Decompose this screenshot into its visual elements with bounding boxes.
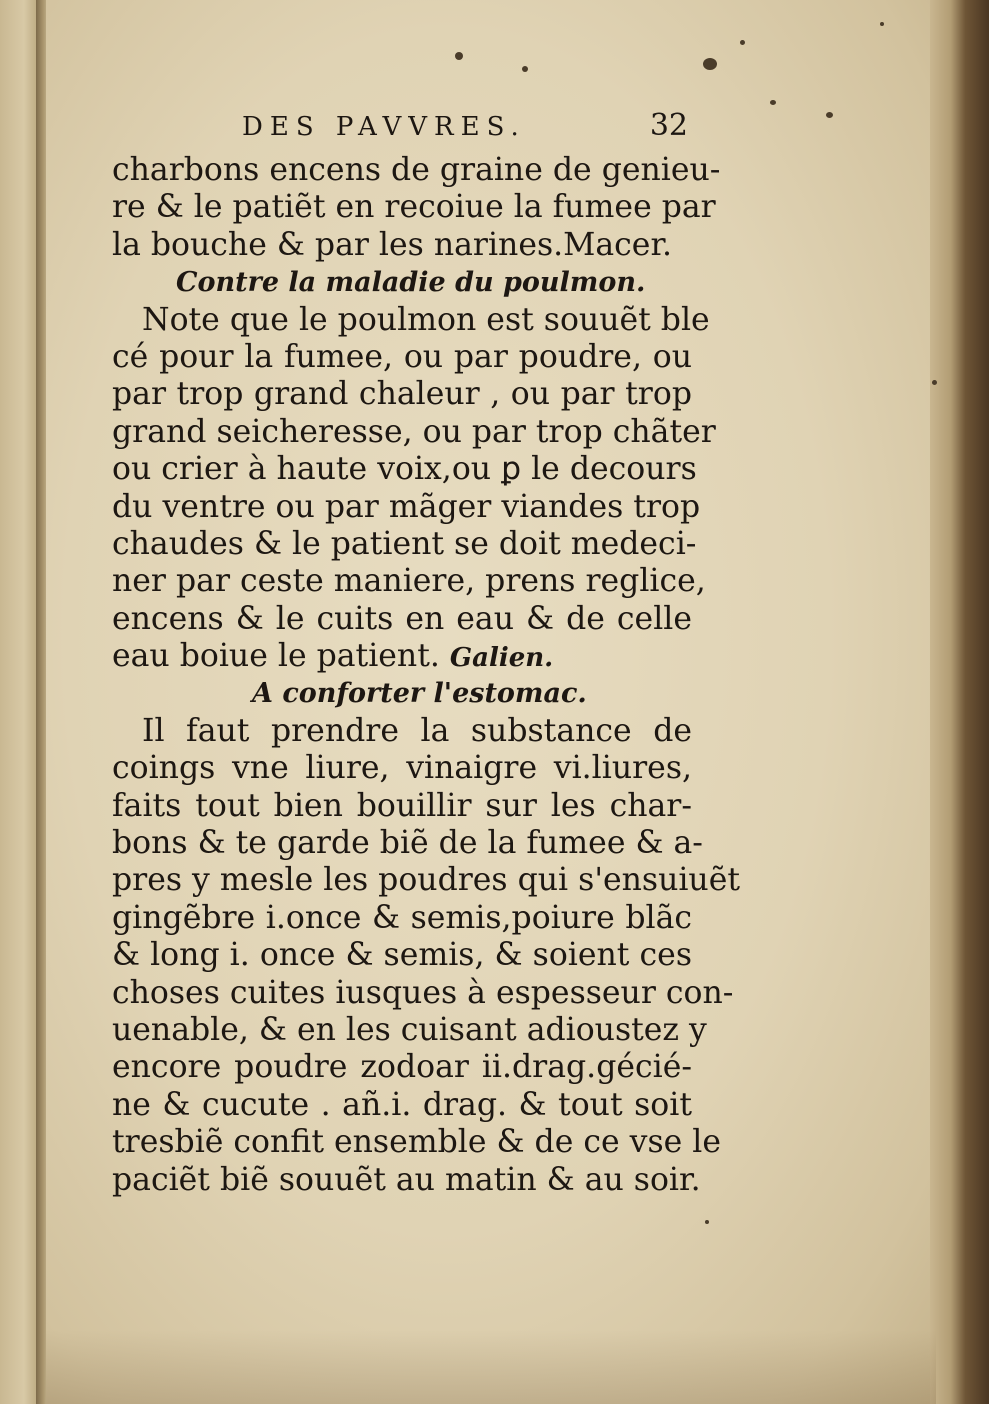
text-line: eau boiue le patient. Galien. [112, 638, 554, 675]
text-line: choses cuites iusques à espesseur con- [112, 974, 734, 1011]
text-line: gingẽbre i.once & semis,poiure blãc [112, 899, 692, 936]
foxing-spot [880, 22, 884, 26]
page-text [112, 108, 741, 1199]
foxing-spot [703, 58, 717, 70]
citation: Galien. [449, 643, 554, 674]
text-line: coings vne liure, vinaigre vi.liures, [112, 750, 692, 787]
text-line: chaudes & le patient se doit medeci- [112, 525, 697, 562]
page-shadow [46, 1330, 936, 1404]
text-line: re & le patiẽt en recoiue la fumee par [112, 189, 716, 226]
text-line: grand seicheresse, ou par trop chãter [112, 413, 716, 450]
text-line: bons & te garde biẽ de la fumee & a- [112, 825, 703, 862]
text-line: cé pour la fumee, ou par poudre, ou [112, 338, 692, 375]
text-line: la bouche & par les narines.Macer. [112, 226, 673, 263]
page-fore-edge [930, 0, 989, 1404]
running-head [112, 108, 692, 152]
foxing-spot [826, 112, 833, 118]
foxing-spot [455, 52, 463, 60]
page-number: 32 [649, 108, 688, 143]
foxing-spot [740, 40, 745, 45]
text-line: faits tout bien bouillir sur les char- [112, 787, 692, 824]
foxing-spot [770, 100, 776, 105]
text-line: uenable, & en les cuisant adioustez y [112, 1011, 707, 1048]
text-line: ne & cucute . añ.i. drag. & tout soit [112, 1086, 692, 1123]
foxing-spot [522, 66, 528, 72]
section-heading: A conforter l'estomac. [252, 678, 587, 710]
text-line: encens & le cuits en eau & de celle [112, 600, 692, 637]
foxing-spot [932, 380, 937, 385]
foxing-spot [705, 1220, 709, 1224]
text-line: charbons encens de graine de genieu- [112, 152, 721, 188]
text-line: ou crier à haute voix,ou ꝑ le decours [112, 451, 697, 488]
text-line: du ventre ou par mãger viandes trop [112, 488, 701, 525]
text-line: Note que le poulmon est souuẽt ble [142, 301, 710, 338]
text-line: & long i. once & semis, & soient ces [112, 937, 692, 974]
text-line: paciẽt biẽ souuẽt au matin & au soir. [112, 1161, 701, 1198]
text-line: par trop grand chaleur , ou par trop [112, 376, 692, 413]
text-line: tresbiẽ confit ensemble & de ce vse le [112, 1124, 721, 1161]
text-line: encore poudre zodoar ii.drag.gécié- [112, 1049, 692, 1086]
text-line: Il faut prendre la substance de [142, 712, 692, 749]
running-head-title: DES PAVVRES. [242, 112, 526, 142]
text-line: ner par ceste maniere, prens reglice, [112, 563, 706, 600]
facing-page-edge [0, 0, 40, 1404]
section-heading: Contre la maladie du poulmon. [176, 267, 646, 299]
text-line: pres y mesle les poudres qui s'ensuiuẽt [112, 862, 741, 899]
